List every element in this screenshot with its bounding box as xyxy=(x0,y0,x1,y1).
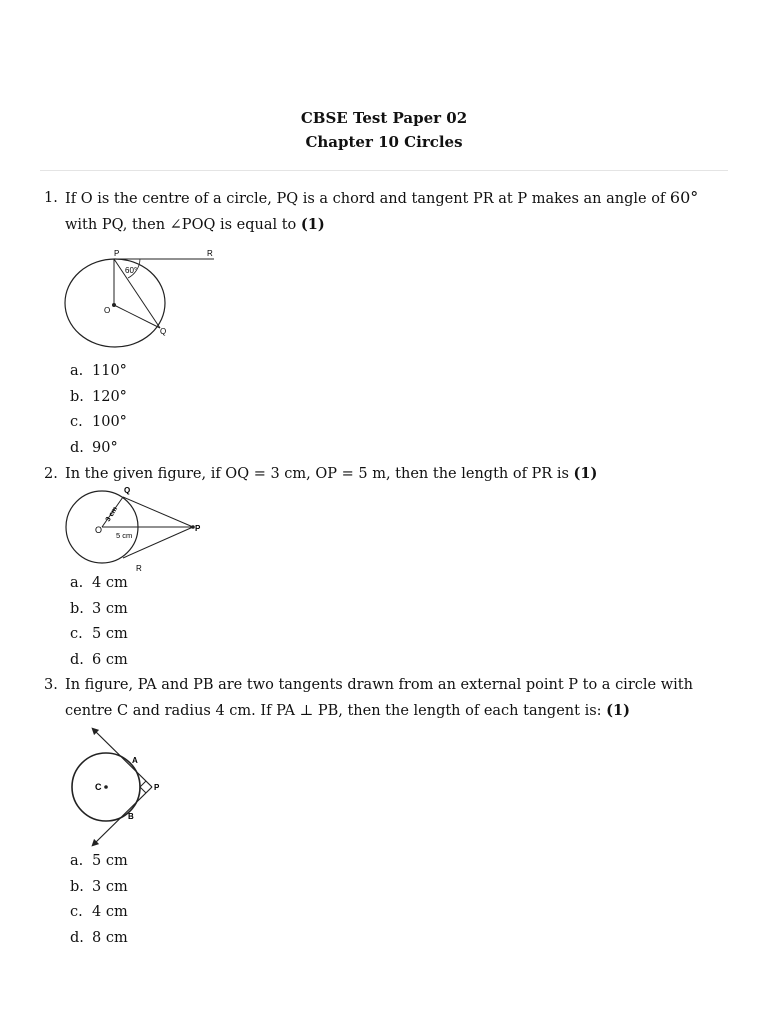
figure-1-circle-tangent xyxy=(62,250,222,358)
option-b: b. 120° xyxy=(70,388,127,405)
header-divider xyxy=(40,170,728,171)
option-c: c. 100° xyxy=(70,414,127,430)
options-q1 xyxy=(70,359,127,461)
paper-title: CBSE Test Paper 02 xyxy=(300,109,468,127)
centre-dot xyxy=(104,785,108,789)
option-a: a. 4 cm xyxy=(70,575,128,591)
question-text: In the given figure, if OQ = 3 cm, OP = 5 m, then the length of PR is (1) xyxy=(65,465,598,482)
option-b: b. 3 cm xyxy=(70,600,128,617)
option-a: a. 110° xyxy=(70,363,127,379)
option-b: b. 3 cm xyxy=(70,878,128,895)
option-a: a. 5 cm xyxy=(70,853,128,869)
centre-dot xyxy=(112,303,116,307)
option-d: d. 8 cm xyxy=(70,929,128,946)
page-header xyxy=(0,106,768,154)
option-d: d. 6 cm xyxy=(70,651,128,668)
figure-2-tangents-from-point xyxy=(62,482,212,574)
tangent-pa xyxy=(94,730,152,787)
label-r: R xyxy=(207,250,213,258)
marks: (1) xyxy=(573,465,598,482)
label-o: O xyxy=(104,306,111,315)
marks: (1) xyxy=(606,702,630,719)
figure-3-perpendicular-tangents xyxy=(64,724,174,850)
circle xyxy=(65,259,165,347)
label-p: P xyxy=(114,250,120,258)
radius-oq xyxy=(114,305,160,328)
question-text: If O is the centre of a circle, PQ is a chord and tangent PR at P makes an angle of 60° with PQ, then ∠POQ is equal to (1) xyxy=(65,188,699,233)
tangent-pq xyxy=(123,497,193,527)
question-text: In figure, PA and PB are two tangents drawn from an external point P to a circle with centre C and radius 4 cm. If PA ⊥ PB, then the length of each tangent is: (1) xyxy=(65,677,693,719)
options-q3 xyxy=(70,849,128,951)
option-c: c. 4 cm xyxy=(70,904,128,920)
label-q: Q xyxy=(124,486,131,495)
label-p: P xyxy=(154,783,160,792)
question-1 xyxy=(44,185,734,238)
label-q: Q xyxy=(160,327,167,336)
label-o: O xyxy=(95,525,103,535)
option-d: d. 90° xyxy=(70,439,118,456)
tangent-pr xyxy=(123,527,193,558)
label-a: A xyxy=(132,756,138,765)
label-angle: 60° xyxy=(125,266,138,275)
angle-value: 60° xyxy=(669,188,699,207)
tangent-pb xyxy=(94,787,152,844)
label-p: P xyxy=(195,524,201,533)
chapter-title: Chapter 10 Circles xyxy=(305,133,463,151)
question-3 xyxy=(44,672,734,724)
label-c: C xyxy=(95,782,102,792)
option-c: c. 5 cm xyxy=(70,626,128,642)
question-number: 1. xyxy=(44,190,58,206)
question-number: 3. xyxy=(44,677,58,693)
label-r: R xyxy=(136,564,142,573)
right-angle-mark xyxy=(140,781,146,793)
label-op-length: 5 cm xyxy=(116,531,133,540)
options-q2 xyxy=(70,571,128,673)
marks: (1) xyxy=(300,216,325,233)
question-number: 2. xyxy=(44,466,58,482)
label-oq-length: 3 cm xyxy=(104,505,120,524)
label-b: B xyxy=(128,812,134,821)
